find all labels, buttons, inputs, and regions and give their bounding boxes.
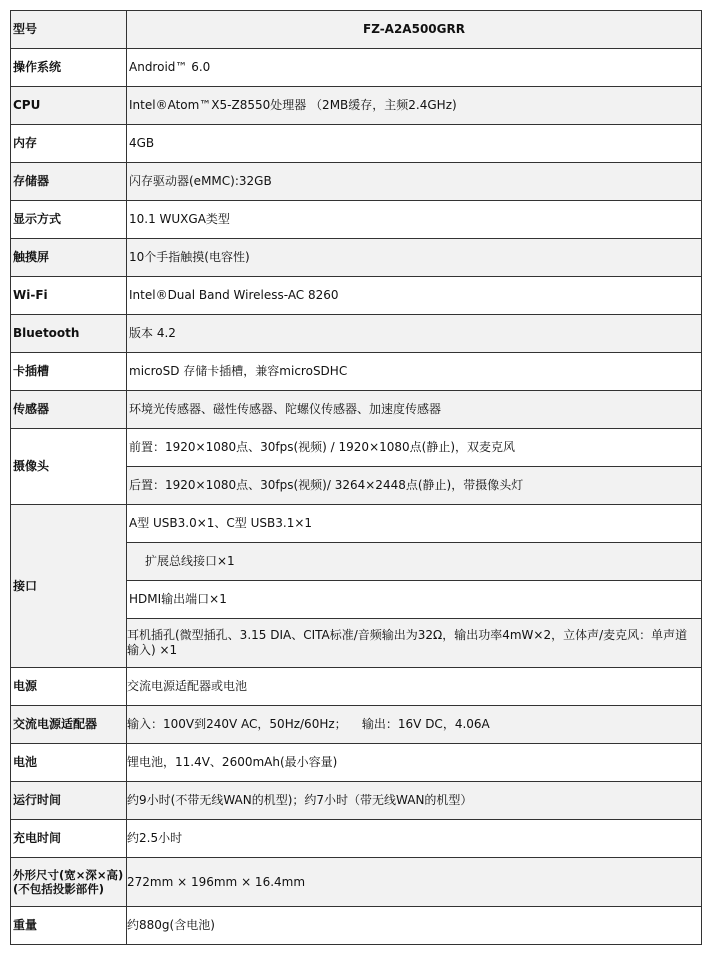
spec-value-card-slot: microSD 存储卡插槽，兼容microSDHC bbox=[127, 353, 702, 391]
spec-value-interface-audio: 耳机插孔(微型插孔、3.15 DIA、CITA标准/音频输出为32Ω，输出功率4mW×2，立体声/麦克风：单声道输入) ×1 bbox=[127, 619, 702, 668]
table-row bbox=[11, 668, 702, 706]
spec-label-runtime: 运行时间 bbox=[11, 782, 127, 820]
table-row bbox=[11, 429, 702, 467]
spec-value-weight: 约880g(含电池) bbox=[127, 907, 702, 945]
spec-value-sensors: 环境光传感器、磁性传感器、陀螺仪传感器、加速度传感器 bbox=[127, 391, 702, 429]
spec-value-os: Android™ 6.0 bbox=[127, 49, 702, 87]
spec-value-camera-rear: 后置：1920×1080点、30fps(视频)/ 3264×2448点(静止)，带摄像头灯 bbox=[127, 467, 702, 505]
table-row bbox=[11, 744, 702, 782]
spec-label-touch: 触摸屏 bbox=[11, 239, 127, 277]
spec-value-cpu: Intel®Atom™X5-Z8550处理器 （2MB缓存，主频2.4GHz) bbox=[127, 87, 702, 125]
table-row bbox=[11, 706, 702, 744]
spec-label-display: 显示方式 bbox=[11, 201, 127, 239]
table-row bbox=[11, 239, 702, 277]
spec-label-storage: 存储器 bbox=[11, 163, 127, 201]
spec-value-touch: 10个手指触摸(电容性) bbox=[127, 239, 702, 277]
spec-value-model: FZ-A2A500GRR bbox=[127, 11, 702, 49]
spec-label-wifi: Wi-Fi bbox=[11, 277, 127, 315]
table-row bbox=[11, 391, 702, 429]
spec-value-battery: 锂电池，11.4V、2600mAh(最小容量) bbox=[127, 744, 702, 782]
table-row bbox=[11, 820, 702, 858]
spec-value-runtime: 约9小时(不带无线WAN的机型)；约7小时（带无线WAN的机型） bbox=[127, 782, 702, 820]
table-row bbox=[11, 87, 702, 125]
table-row bbox=[11, 858, 702, 907]
spec-label-cpu: CPU bbox=[11, 87, 127, 125]
spec-table bbox=[10, 10, 702, 945]
table-row bbox=[11, 505, 702, 543]
spec-label-adapter: 交流电源适配器 bbox=[11, 706, 127, 744]
spec-value-interface-hdmi: HDMI输出端口×1 bbox=[127, 581, 702, 619]
spec-label-interface: 接口 bbox=[11, 505, 127, 668]
spec-value-interface-bus: 扩展总线接口×1 bbox=[127, 543, 702, 581]
spec-value-storage: 闪存驱动器(eMMC):32GB bbox=[127, 163, 702, 201]
table-row bbox=[11, 49, 702, 87]
spec-label-dimensions: 外形尺寸(宽×深×高)(不包括投影部件) bbox=[11, 858, 127, 907]
table-row bbox=[11, 163, 702, 201]
table-row bbox=[11, 277, 702, 315]
spec-label-power: 电源 bbox=[11, 668, 127, 706]
spec-value-power: 交流电源适配器或电池 bbox=[127, 668, 702, 706]
spec-label-bluetooth: Bluetooth bbox=[11, 315, 127, 353]
spec-value-bluetooth: 版本 4.2 bbox=[127, 315, 702, 353]
spec-value-charge: 约2.5小时 bbox=[127, 820, 702, 858]
spec-value-display: 10.1 WUXGA类型 bbox=[127, 201, 702, 239]
spec-label-camera: 摄像头 bbox=[11, 429, 127, 505]
table-row bbox=[11, 315, 702, 353]
table-row bbox=[11, 125, 702, 163]
spec-label-memory: 内存 bbox=[11, 125, 127, 163]
table-row bbox=[11, 201, 702, 239]
spec-label-sensors: 传感器 bbox=[11, 391, 127, 429]
spec-label-charge: 充电时间 bbox=[11, 820, 127, 858]
spec-value-dimensions: 272mm × 196mm × 16.4mm bbox=[127, 858, 702, 907]
spec-value-adapter: 输入：100V到240V AC，50Hz/60Hz； 输出：16V DC，4.06A bbox=[127, 706, 702, 744]
spec-value-interface-usb: A型 USB3.0×1、C型 USB3.1×1 bbox=[127, 505, 702, 543]
spec-label-battery: 电池 bbox=[11, 744, 127, 782]
table-row bbox=[11, 11, 702, 49]
spec-label-card-slot: 卡插槽 bbox=[11, 353, 127, 391]
spec-label-os: 操作系统 bbox=[11, 49, 127, 87]
spec-value-camera-front: 前置：1920×1080点、30fps(视频) / 1920×1080点(静止)，双麦克风 bbox=[127, 429, 702, 467]
spec-label-model: 型号 bbox=[11, 11, 127, 49]
table-row bbox=[11, 782, 702, 820]
spec-value-memory: 4GB bbox=[127, 125, 702, 163]
table-row bbox=[11, 907, 702, 945]
table-row bbox=[11, 353, 702, 391]
spec-value-wifi: Intel®Dual Band Wireless-AC 8260 bbox=[127, 277, 702, 315]
spec-label-weight: 重量 bbox=[11, 907, 127, 945]
